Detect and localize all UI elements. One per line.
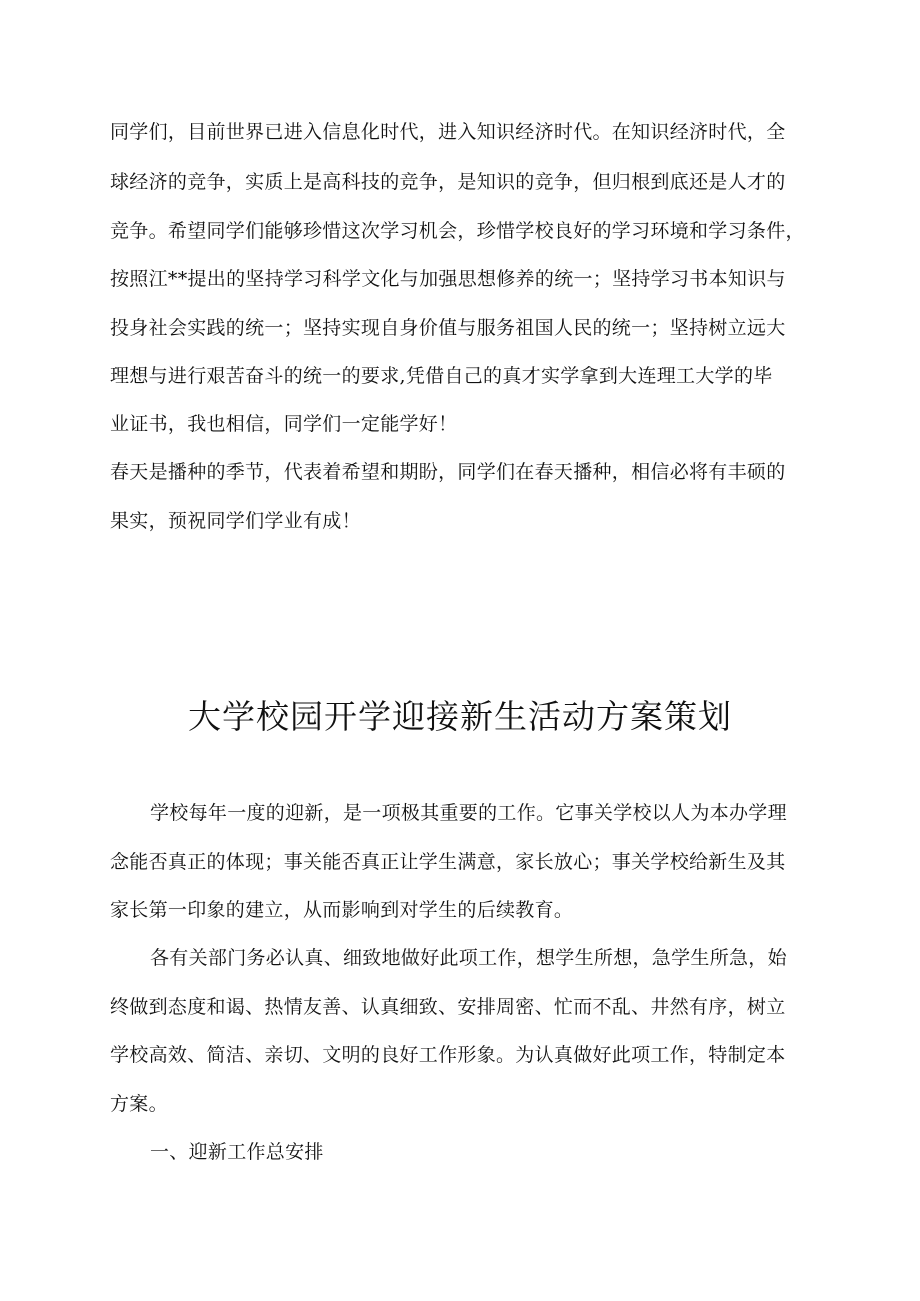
text-line: 竞争。希望同学们能够珍惜这次学习机会，珍惜学校良好的学习环境和学习条件， <box>110 220 805 242</box>
text-line: 方案。 <box>110 1093 168 1115</box>
text-line: 理想与进行艰苦奋斗的统一的要求,凭借自己的真才实学拿到大连理工大学的毕 <box>110 365 773 387</box>
text-line: 学校高效、简洁、亲切、文明的良好工作形象。为认真做好此项工作，特制定本 <box>110 1044 786 1066</box>
document-title: 大学校园开学迎接新生活动方案策划 <box>188 697 732 736</box>
text-line: 果实，预祝同学们学业有成！ <box>110 510 361 532</box>
text-line: 念能否真正的体现；事关能否真正让学生满意，家长放心；事关学校给新生及其 <box>110 851 786 873</box>
text-line: 球经济的竞争，实质上是高科技的竞争，是知识的竞争，但归根到底还是人才的 <box>110 171 786 193</box>
text-line: 同学们，目前世界已进入信息化时代，进入知识经济时代。在知识经济时代，全 <box>110 121 786 143</box>
text-line: 投身社会实践的统一；坚持实现自身价值与服务祖国人民的统一；坚持树立远大 <box>110 317 786 339</box>
text-line: 春天是播种的季节，代表着希望和期盼，同学们在春天播种，相信必将有丰硕的 <box>110 461 786 483</box>
text-line: 家长第一印象的建立，从而影响到对学生的后续教育。 <box>110 899 574 921</box>
text-line: 学校每年一度的迎新，是一项极其重要的工作。它事关学校以人为本办学理 <box>150 802 787 824</box>
text-line: 业证书，我也相信，同学们一定能学好！ <box>110 413 458 435</box>
text-line: 按照江**提出的坚持学习科学文化与加强思想修养的统一；坚持学习书本知识与 <box>110 268 786 290</box>
text-line: 终做到态度和谒、热情友善、认真细致、安排周密、忙而不乱、井然有序，树立 <box>110 996 786 1018</box>
text-line: 各有关部门务必认真、细致地做好此项工作，想学生所想，急学生所急，始 <box>150 947 787 969</box>
section-heading: 一、迎新工作总安排 <box>150 1141 324 1163</box>
